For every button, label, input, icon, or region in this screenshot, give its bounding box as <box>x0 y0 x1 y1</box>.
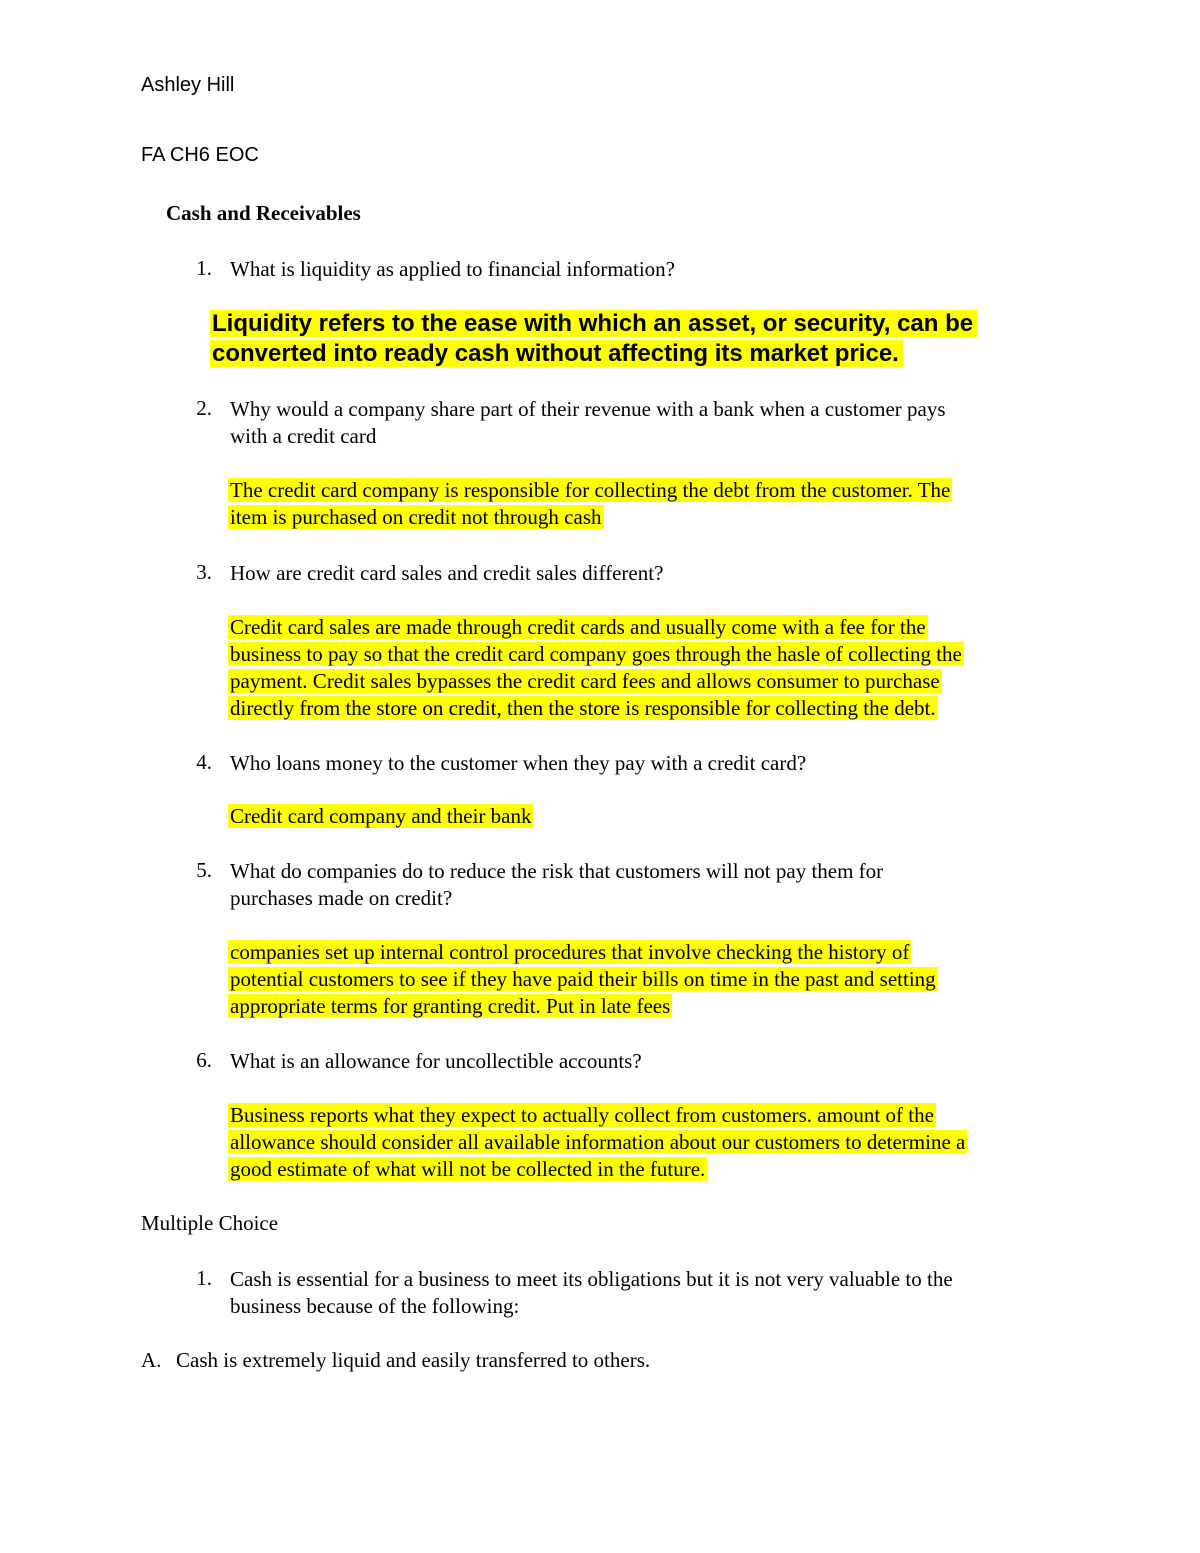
question-text <box>230 1048 642 1075</box>
section-title: Cash and Receivables <box>166 201 361 225</box>
option-text: Cash is extremely liquid and easily transferred to others. <box>176 1348 651 1372</box>
answer-highlighted <box>228 803 533 830</box>
answer-line: directly from the store on credit, then the store is responsible for collecting the debt. <box>230 696 936 720</box>
answer-line: item is purchased on credit not through cash <box>230 505 602 529</box>
question-text <box>230 750 806 777</box>
answer-line: Business reports what they expect to actually collect from customers. amount of the <box>230 1103 934 1127</box>
question-text <box>230 858 883 912</box>
question-line: with a credit card <box>230 424 377 448</box>
answer-line: business to pay so that the credit card company goes through the hasle of collecting the <box>230 642 962 666</box>
author-name: Ashley Hill <box>141 74 235 96</box>
answer-line: The credit card company is responsible for collecting the debt from the customer. The <box>230 478 951 502</box>
question-text <box>230 256 675 283</box>
answer-line: companies set up internal control procedures that involve checking the history of <box>230 940 910 964</box>
question-line: business because of the following: <box>230 1294 520 1318</box>
answer-highlighted <box>228 1102 967 1183</box>
question-text <box>230 560 663 587</box>
question-text <box>230 396 946 450</box>
answer-line: Credit card company and their bank <box>230 804 532 828</box>
question-line: purchases made on credit? <box>230 886 453 910</box>
answer-line: payment. Credit sales bypasses the credit card fees and allows consumer to purchase <box>230 669 940 693</box>
question-number: 4. <box>196 750 212 774</box>
question-number: 1. <box>196 1266 212 1290</box>
question-line: How are credit card sales and credit sales different? <box>230 561 664 585</box>
option-letter: A. <box>141 1348 162 1372</box>
question-text <box>230 1266 953 1320</box>
question-line: Why would a company share part of their revenue with a bank when a customer pays <box>230 397 946 421</box>
answer-line: Credit card sales are made through credit cards and usually come with a fee for the <box>230 615 926 639</box>
answer-line: good estimate of what will not be collected in the future. <box>230 1157 706 1181</box>
answer-highlighted <box>228 614 964 722</box>
question-number: 5. <box>196 858 212 882</box>
question-number: 1. <box>196 256 212 280</box>
question-line: What is an allowance for uncollectible accounts? <box>230 1049 642 1073</box>
question-line: What is liquidity as applied to financial information? <box>230 257 675 281</box>
answer-line: allowance should consider all available information about our customers to determine a <box>230 1130 966 1154</box>
question-line: Who loans money to the customer when they pay with a credit card? <box>230 751 807 775</box>
question-number: 6. <box>196 1048 212 1072</box>
question-line: Cash is essential for a business to meet its obligations but it is not very valuable to the <box>230 1267 953 1291</box>
answer-line: converted into ready cash without affecting its market price. <box>210 340 903 367</box>
course-title: FA CH6 EOC <box>141 144 259 166</box>
answer-line: potential customers to see if they have paid their bills on time in the past and setting <box>230 967 936 991</box>
multiple-choice-heading: Multiple Choice <box>141 1211 279 1235</box>
answer-line: Liquidity refers to the ease with which an asset, or security, can be <box>210 310 977 337</box>
answer-highlighted <box>228 477 952 531</box>
answer-highlighted <box>210 309 977 369</box>
answer-highlighted <box>228 939 938 1020</box>
question-line: What do companies do to reduce the risk that customers will not pay them for <box>230 859 884 883</box>
answer-line: appropriate terms for granting credit. Put in late fees <box>230 994 671 1018</box>
question-number: 3. <box>196 560 212 584</box>
question-number: 2. <box>196 396 212 420</box>
